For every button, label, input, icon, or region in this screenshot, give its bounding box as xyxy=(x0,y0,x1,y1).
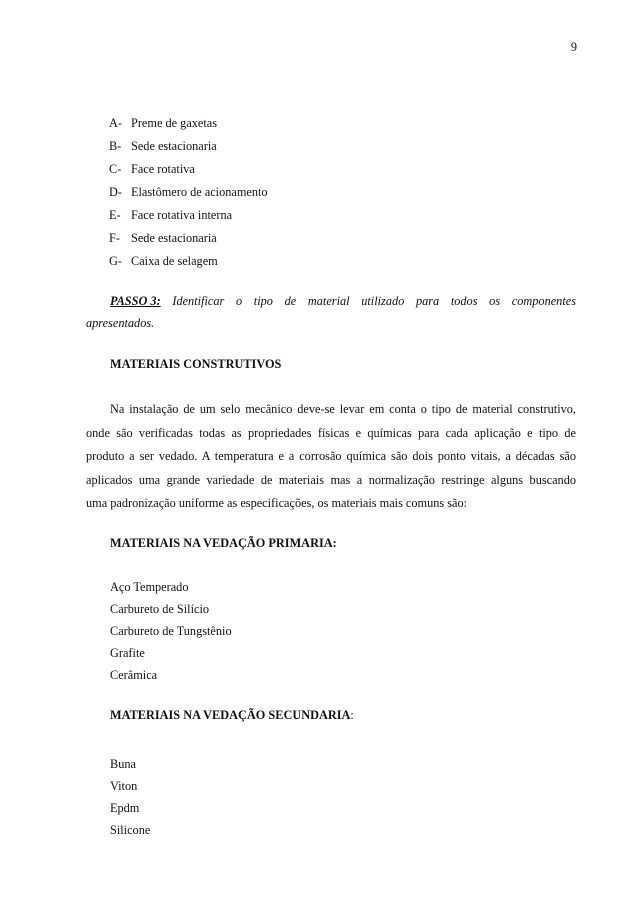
list-item: Carbureto de Silício xyxy=(110,602,210,616)
primary-materials-list xyxy=(110,576,232,686)
list-item: Silicone xyxy=(110,823,151,837)
step-title: PASSO 3: xyxy=(110,294,161,308)
list-item xyxy=(96,135,268,158)
item-key: G- xyxy=(109,254,122,268)
component-list xyxy=(96,112,268,273)
item-label: Face rotativa interna xyxy=(131,208,233,222)
list-item: Cerâmica xyxy=(110,668,158,682)
item-key: D- xyxy=(109,185,122,199)
item-key: B- xyxy=(109,139,122,153)
list-item xyxy=(96,250,268,273)
item-key: C- xyxy=(109,162,122,176)
list-item: Buna xyxy=(110,757,136,771)
item-label: Caixa de selagem xyxy=(131,254,218,268)
page-number: 9 xyxy=(570,40,577,54)
list-item: Epdm xyxy=(110,801,140,815)
item-label: Elastômero de acionamento xyxy=(131,185,268,199)
step-word: utilizado xyxy=(361,294,405,308)
step-word: Identificar xyxy=(172,294,225,308)
step-word: material xyxy=(307,294,350,308)
list-item xyxy=(96,112,268,135)
item-key: E- xyxy=(109,208,121,222)
step-word: os xyxy=(489,294,501,308)
step-word: componentes xyxy=(511,294,576,308)
step-continuation: apresentados. xyxy=(86,316,155,330)
list-item: Grafite xyxy=(110,646,145,660)
item-label: Sede estacionaria xyxy=(131,139,217,153)
step-word: tipo xyxy=(253,294,273,308)
list-item: Carbureto de Tungstênio xyxy=(110,624,232,638)
paragraph-line: Na instalação de um selo mecânico deve-se levar em conta o tipo de material construtivo, xyxy=(110,402,576,416)
paragraph-line: uma padronização uniforme as especificações, os materiais mais comuns são: xyxy=(86,496,468,510)
secondary-materials-list xyxy=(110,753,150,841)
list-item xyxy=(96,158,268,181)
section-heading-vedacao-secundaria xyxy=(86,708,600,723)
section-heading-materiais-construtivos: MATERIAIS CONSTRUTIVOS xyxy=(110,357,282,371)
materials-paragraph xyxy=(86,398,576,516)
list-item xyxy=(96,181,268,204)
heading-suffix: : xyxy=(350,708,354,722)
list-item: Viton xyxy=(110,779,138,793)
item-key: F- xyxy=(109,231,120,245)
step-word: para xyxy=(415,294,440,308)
list-item xyxy=(96,204,268,227)
step-paragraph xyxy=(86,290,576,334)
item-label: Preme de gaxetas xyxy=(131,116,218,130)
heading-text: MATERIAIS NA VEDAÇÃO SECUNDARIA xyxy=(110,708,351,722)
step-first-line xyxy=(86,290,576,312)
item-label: Face rotativa xyxy=(131,162,195,176)
step-word: todos xyxy=(450,294,478,308)
step-word: o xyxy=(235,294,243,308)
list-item xyxy=(96,227,268,250)
paragraph-line: onde são verificadas todas as propriedades físicas e químicas para cada aplicação e tipo de xyxy=(86,425,576,440)
item-key: A- xyxy=(109,116,122,130)
list-item: Aço Temperado xyxy=(110,580,189,594)
section-heading-vedacao-primaria: MATERIAIS NA VEDAÇÃO PRIMARIA: xyxy=(110,536,337,550)
paragraph-line: aplicados uma grande variedade de materiais mas a normalização restringe alguns buscando xyxy=(86,472,576,487)
paragraph-line: produto a ser vedado. A temperatura e a corrosão química são dois ponto vitais, a décadas são xyxy=(86,449,576,463)
step-word: de xyxy=(284,294,297,308)
item-label: Sede estacionaria xyxy=(131,231,217,245)
